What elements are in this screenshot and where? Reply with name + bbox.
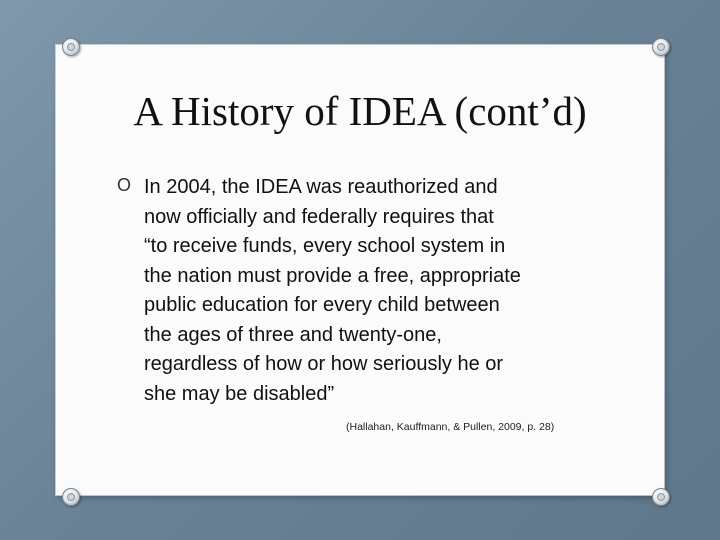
bullet-line: regardless of how or how seriously he or bbox=[144, 353, 504, 375]
pushpin-icon bbox=[652, 488, 670, 506]
bullet-marker-icon: O bbox=[117, 175, 132, 195]
bullet-line: the ages of three and twenty-one, bbox=[144, 323, 442, 346]
bullet-line: she may be disabled” bbox=[144, 382, 335, 405]
bullet-line: the nation must provide a free, appropriate bbox=[144, 264, 521, 287]
bullet-text bbox=[144, 173, 614, 409]
pushpin-icon bbox=[62, 38, 80, 56]
bullet-line: In 2004, the IDEA was reauthorized and bbox=[144, 176, 498, 198]
bullet-line: public education for every child between bbox=[144, 294, 500, 316]
citation: (Hallahan, Kauffmann, & Pullen, 2009, p. 28) bbox=[346, 421, 555, 433]
bullet-line: “to receive funds, every school system in bbox=[144, 235, 506, 257]
pushpin-icon bbox=[62, 488, 80, 506]
slide-title: A History of IDEA (cont’d) bbox=[133, 88, 587, 134]
pushpin-icon bbox=[652, 38, 670, 56]
bullet-line: now officially and federally requires that bbox=[144, 205, 494, 228]
